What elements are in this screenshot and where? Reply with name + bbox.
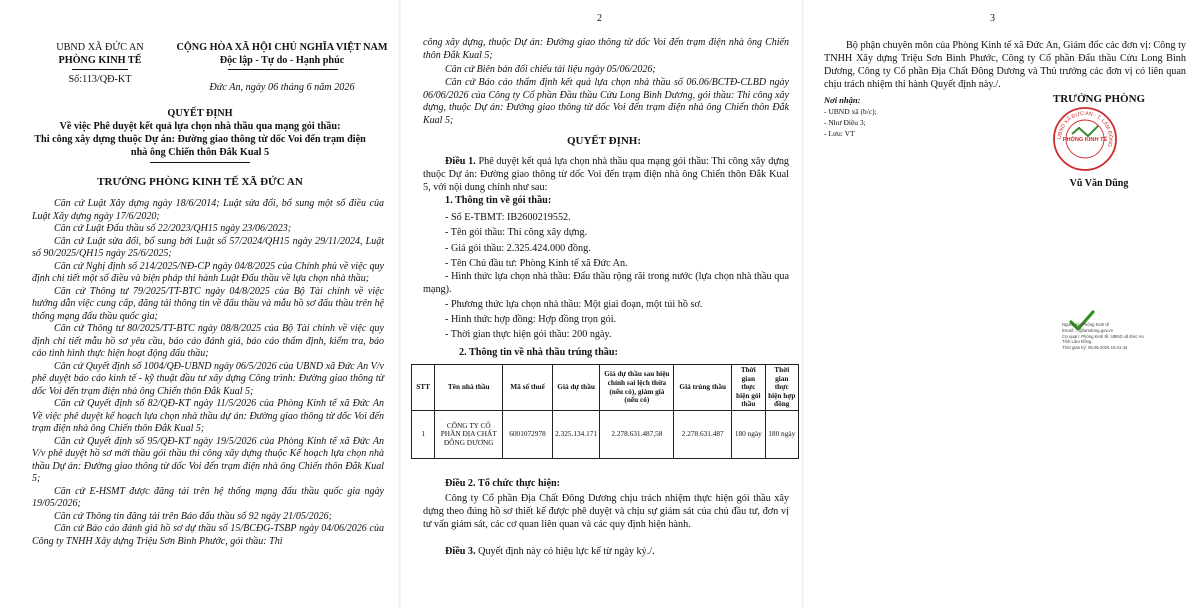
column-header: Giá dự thầu sau hiệu chỉnh sai lệch thừa (nếu có), giảm giá (nếu có) [600,365,674,411]
seal-center-text: PHÒNG KINH TẾ [1062,137,1108,143]
section-2-title: 2. Thông tin về nhà thầu trúng thầu: [459,347,618,358]
place-date: Đức An, ngày 06 tháng 6 năm 2026 [209,82,355,93]
column-header: Tên nhà thầu [435,365,503,411]
package-info-list [423,210,789,343]
page-1 [0,0,398,608]
page-number: 2 [597,13,602,24]
national-title: CỘNG HÒA XÃ HỘI CHỦ NGHĨA VIỆT NAM [176,42,388,53]
legal-basis-item: Căn cứ E-HSMT được đăng tải trên hệ thống mạng đấu thầu quốc gia ngày 19/05/2026; [32,485,384,509]
package-info-item: - Hình thức hợp đồng: Hợp đồng trọn gói. [445,314,617,326]
column-header: Mã số thuế [503,365,553,411]
article-3-text: Quyết định này có hiệu lực kể từ ngày ký./. [475,546,655,557]
table-cell: 2.278.631.487,58 [600,411,674,459]
legal-basis-item: Căn cứ Nghị định số 214/2025/NĐ-CP ngày 04/8/2025 của Chính phủ về việc quy định chi tiết một số điều và biện pháp thi hành Luật Đấu thầu về lựa chọn nhà thầu; [32,260,384,284]
department-name: PHÒNG KINH TẾ [58,55,142,66]
esign-line: Tỉnh Lâm Đồng [1062,339,1092,345]
table-cell: 6001072978 [503,411,553,459]
column-header: Thời gian thực hiện hợp đồng [765,365,798,411]
recipient-item: - Như Điều 3; [824,117,866,127]
basis-appraisal: Căn cứ Báo cáo thẩm định kết quả lựa chọn nhà thầu số 06.06/BCTĐ-CLBD ngày 06/06/2026 của Công ty Cổ phần Đầu thầu Cửu Long Bình Dương, gói thầu: Thi công xây dựng, thuộc Dự án: Đường giao thông từ dốc Voi đến trạm điện nhà ông Chiến thôn Đắk Kual 5; [423,77,789,126]
legal-basis-item: Căn cứ Thông tin đăng tải trên Báo đấu thầu số 92 ngày 21/05/2026; [54,510,332,522]
column-header: Giá dự thầu [552,365,600,411]
legal-basis-item: Căn cứ Báo cáo đánh giá hồ sơ dự thầu số 15/BCĐG-TSBP ngày 04/06/2026 của Công ty TNHH Xây dựng Triệu Sơn Bình Phước, gói thầu: Thi [32,523,384,547]
header-divider-left [72,69,128,70]
table-cell: 2.278.631.487 [674,411,732,459]
decides-heading: QUYẾT ĐỊNH: [566,135,642,147]
column-header: Giá trúng thầu [674,365,732,411]
package-info-item: - Phương thức lựa chọn nhà thầu: Một giai đoạn, một túi hồ sơ. [445,298,703,310]
issuing-authority: TRƯỞNG PHÒNG KINH TẾ XÃ ĐỨC AN [97,176,303,188]
motto: Độc lập - Tự do - Hạnh phúc [219,55,345,66]
article-1-text: Phê duyệt kết quả lựa chọn nhà thầu qua mạng gói thầu: Thi công xây dựng thuộc Dự án: Đường giao thông từ dốc Voi đến trạm điện nhà ông Chiến thôn Đắk Kual 5, với nội dung chính như sau: [423,156,790,193]
official-seal [1052,106,1118,172]
signer-title: TRƯỞNG PHÒNG [1052,93,1146,105]
legal-basis-item: Căn cứ Luật Xây dựng ngày 18/6/2014; Luật sửa đổi, bổ sung một số điều của Luật Xây dựng ngày 17/6/2020; [32,198,384,222]
winning-bidder-table [411,364,799,459]
page-2 [401,0,801,608]
page-number: 3 [990,13,995,24]
legal-basis-item: Căn cứ Thông tư 80/2025/TT-BTC ngày 08/8/2025 của Bộ Tài chính về việc quy định chi tiết mẫu hồ sơ yêu cầu, báo cáo đánh giá, báo cáo thẩm định, kiểm tra, báo cáo tình hình thực hiện hoạt động đấu thầu; [32,323,384,359]
article-1 [423,156,789,195]
decision-title: QUYẾT ĐỊNH [167,108,233,119]
basis-minutes: Căn cứ Biên bản đối chiếu tài liệu ngày 05/06/2026; [445,64,656,75]
article-2-heading [423,478,789,491]
package-info-item: - Tên Chủ đầu tư: Phòng Kinh tế xã Đức An. [445,257,628,269]
article-2-title: Tổ chức thực hiện: [475,478,561,489]
legal-basis-item: Căn cứ Quyết định số 95/QĐ-KT ngày 19/5/2026 của Phòng Kinh tế xã Đức An V/v phê duyệt hồ sơ mời thầu gói thầu thi công xây dựng thuộc Kế hoạch lựa chọn nhà thầu Dự án: Đường giao thông từ dốc Voi đến trạm điện nhà ông Chiến thôn Đắk Kual 5; [32,435,384,484]
recipient-item: - Lưu: VT [824,128,855,138]
subject-divider [150,162,250,163]
signature-mark-icon [1072,126,1098,136]
signer-name: Vũ Văn Dũng [1069,178,1129,189]
recipient-item: - UBND xã (b/c); [824,107,877,116]
table-cell: 1 [412,411,435,459]
document-number: Số:113/QĐ-KT [68,74,132,85]
column-header: STT [412,365,435,411]
article-2-label: Điều 2. [445,478,476,489]
article-3 [423,546,789,559]
decision-subject-3: nhà ông Chiến thôn Đắk Kual 5 [130,147,270,158]
digital-signature-info [1062,322,1172,351]
recipients-list [824,107,877,140]
esign-line: Thời gian ký: 06.06.2026 16:41:44 [1062,345,1128,351]
esign-line: Email: ...@lamdong.gov.vn [1062,327,1114,333]
article-2-text: Công ty Cổ phần Địa Chất Đông Dương chịu trách nhiệm thực hiện gói thầu xây dựng theo đúng hồ sơ thiết kế được phê duyệt và chịu sự giám sát của chủ đầu tư, đơn vị tư vấn giám sát, các cơ quan liên quan và các quy định hiện hành. [423,493,789,530]
basis-continuation: công xây dựng, thuộc Dự án: Đường giao thông từ dốc Voi đến trạm điện nhà ông Chiến thôn Đắk Kual 5; [423,37,789,61]
package-info-item: - Giá gói thầu: 2.325.424.000 đồng. [445,242,591,254]
legal-basis-item: Căn cứ Thông tư 79/2025/TT-BTC ngày 04/8/2025 của Bộ Tài chính về việc hướng dẫn việc cung cấp, đăng tải thông tin về đấu thầu và mẫu hồ sơ đấu thầu trên hệ thống mạng đấu thầu quốc gia; [32,285,384,322]
recipients-label: Nơi nhận: [824,95,861,105]
column-header: Thời gian thực hiện gói thầu [732,365,765,411]
decision-subject-1: Về việc Phê duyệt kết quả lựa chọn nhà thầu qua mạng gói thầu: [59,121,341,132]
decision-subject-2: Thi công xây dựng thuộc Dự án: Đường giao thông từ dốc Voi đến trạm điện [34,134,366,145]
table-header-row [412,365,799,411]
header-divider-right [228,69,338,70]
table-cell: 2.325.134.171 [552,411,600,459]
package-info-item: - Thời gian thực hiện gói thầu: 200 ngày. [445,329,612,341]
article-1-label: Điều 1. [445,156,476,167]
section-1-title: 1. Thông tin về gói thầu: [445,195,552,206]
package-info-item: - Tên gói thầu: Thi công xây dựng. [445,227,588,239]
legal-bases [32,198,384,548]
table-cell: 180 ngày [732,411,765,459]
table-cell: 180 ngày [765,411,798,459]
package-info-item: - Số E-TBMT: IB2600219552. [445,212,571,223]
legal-basis-item: Căn cứ Luật Đấu thầu số 22/2023/QH15 ngày 23/06/2023; [54,223,292,234]
table-row [412,411,799,459]
page-3 [804,0,1200,608]
seal-ring-text: UBND XÃ ĐỨC AN - T. LÂM ĐỒNG [1056,110,1114,148]
legal-basis-item: Căn cứ Quyết định số 82/QĐ-KT ngày 11/5/2026 của Phòng Kinh tế xã Đức An Về việc phê duyệt kế hoạch lựa chọn nhà thầu dự án: Đường giao thông từ dốc Voi đến trạm điện nhà ông Chiến thôn Đắk Kual 5; [32,398,384,434]
esign-line: Người ký: Phòng Kinh tế [1062,322,1110,327]
closing-paragraph: Bộ phận chuyên môn của Phòng Kinh tế xã Đức An, Giám đốc các đơn vị: Công ty TNHH Xây dựng Triệu Sơn Bình Phước, Công ty Cổ phần Đấu thầu Cửu Long Bình Dương, Công ty Cổ phần Địa Chất Đông Dương và Thủ trưởng các đơn vị có liên quan chịu trách nhiệm thi hành Quyết định này./. [824,40,1186,90]
table-cell: CÔNG TY CỔ PHẦN ĐỊA CHẤT ĐÔNG DƯƠNG [435,411,503,459]
legal-basis-item: Căn cứ Luật sửa đổi, bổ sung bởi Luật số 57/2024/QH15 ngày 29/11/2024, Luật số 90/2025/QH15 ngày 25/6/2025; [32,235,384,259]
legal-basis-item: Căn cứ Quyết định số 1004/QĐ-UBND ngày 06/5/2026 của UBND xã Đức An V/v phê duyệt báo cáo kinh tế - kỹ thuật đầu tư xây dựng Công trình: Đường giao thông từ dốc Voi đến trạm điện nhà ông Chiến thôn Đắk Kual 5; [32,360,384,397]
article-3-label: Điều 3. [445,546,476,557]
esign-line: Cơ quan: Phòng Kinh tế, UBND xã Đức An [1062,333,1144,339]
agency-name: UBND XÃ ĐỨC AN [56,42,144,53]
package-info-item: - Hình thức lựa chọn nhà thầu: Đấu thầu rộng rãi trong nước (lựa chọn nhà thầu qua mạng). [423,271,789,296]
